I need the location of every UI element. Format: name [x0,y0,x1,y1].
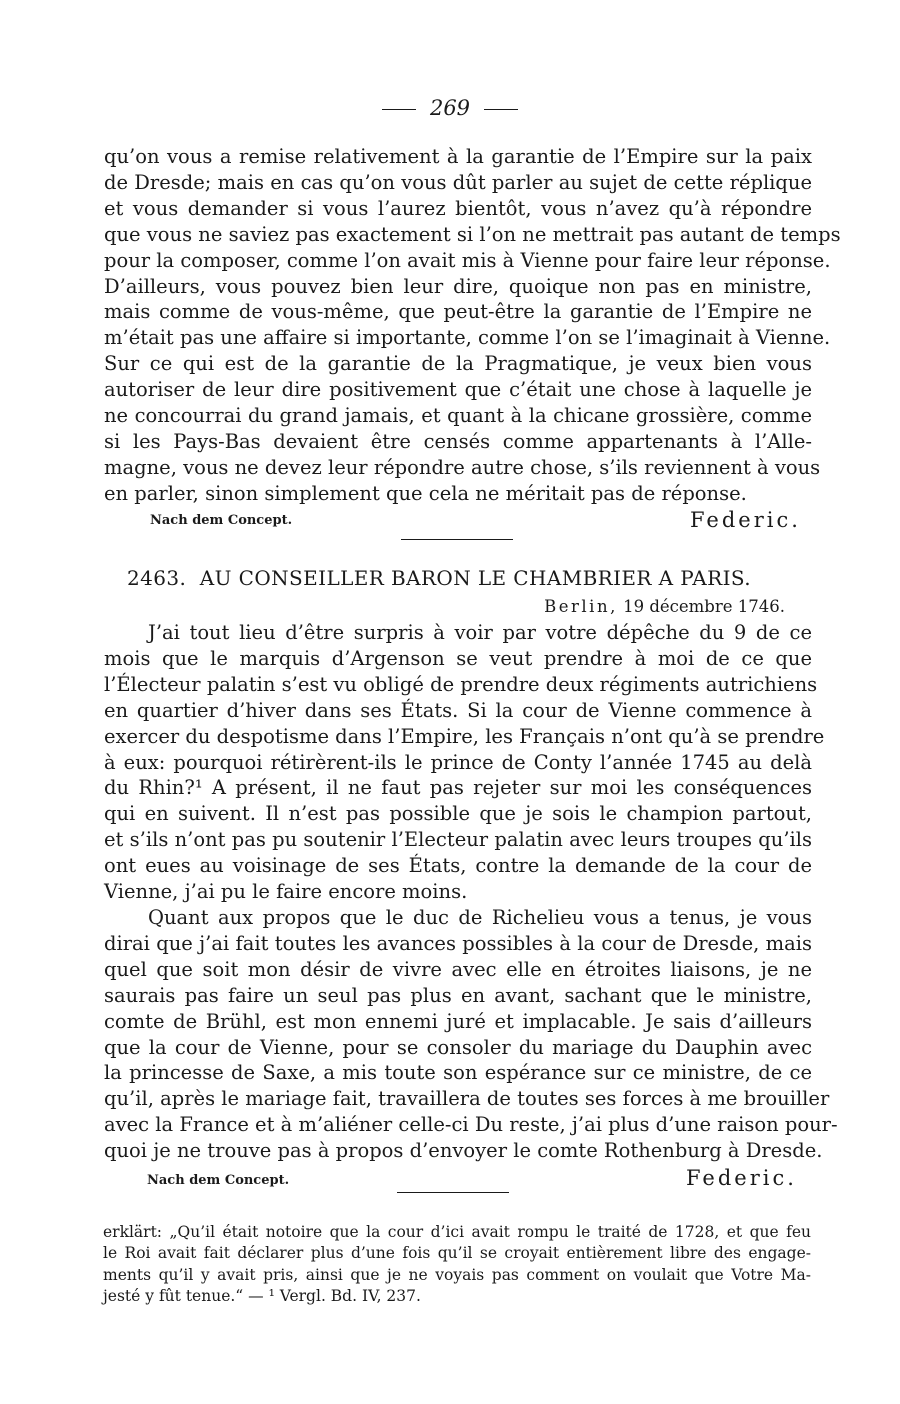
text-line: Sur ce qui est de la garantie de la Pragmatique, je veux bien vous [104,352,812,376]
footnote-line: le Roi avait fait déclarer plus d’une fois qu’il se croyait entièrement libre des engage- [103,1244,811,1263]
text-line: du Rhin?¹ A présent, il ne faut pas rejeter sur moi les conséquences [104,776,812,800]
text-line: saurais pas faire un seul pas plus en avant, sachant que le ministre, [104,983,812,1007]
page-number-text: 269 [429,96,471,120]
page-number-dash-right [484,109,518,110]
text-line: de Dresde; mais en cas qu’on vous dût parler au sujet de cette réplique [104,170,812,194]
text-line: si les Pays-Bas devaient être censés comme appartenants à l’Alle- [104,429,812,453]
letter-2-date [544,597,785,616]
letter-number: 2463. [127,566,187,590]
text-line: ont eues au voisinage de ses États, contre la demande de la cour de [104,854,812,878]
letter-2-source-note: Nach dem Concept. [147,1173,290,1188]
section-divider [401,539,513,540]
letter-2-signature: Federic. [686,1166,797,1190]
text-line: quoi je ne trouve pas à propos d’envoyer le comte Rothenburg à Dresde. [104,1139,823,1163]
text-line: en parler, sinon simplement que cela ne méritait pas de réponse. [104,481,747,505]
text-line: Vienne, j’ai pu le faire encore moins. [104,880,468,904]
text-line: autoriser de leur dire positivement que c’était une chose à laquelle je [104,378,812,402]
text-line: mais comme de vous-même, que peut-être la garantie de l’Empire ne [104,300,812,324]
text-line: J’ai tout lieu d’être surpris à voir par votre dépêche du 9 de ce [148,621,812,644]
text-line: la princesse de Saxe, a mis toute son espérance sur ce ministre, de ce [104,1061,812,1085]
footnote [103,1222,811,1307]
date-place: Berlin, [544,597,618,616]
text-line: m’était pas une affaire si importante, comme l’on se l’imaginait à Vienne. [104,326,831,350]
text-line: qui en suivent. Il n’est pas possible que je sois le champion partout, [104,802,812,826]
text-line: quel que soit mon désir de vivre avec elle en étroites liaisons, je ne [104,957,812,981]
text-line: pour la composer, comme l’on avait mis à Vienne pour faire leur réponse. [104,248,831,272]
letter-1-source-note: Nach dem Concept. [150,513,293,528]
footnote-line: jesté y fût tenue.“ — ¹ Vergl. Bd. IV, 237. [103,1286,421,1305]
text-line: exercer du despotisme dans l’Empire, les Français n’ont qu’à se prendre [104,724,825,748]
letter-2-paragraph-2 [104,905,838,1164]
letter-2-paragraph-1 [104,620,825,905]
text-line: à eux: pourquoi rétirèrent-ils le prince de Conty l’année 1745 au delà [104,750,812,774]
text-line: mois que le marquis d’Argenson se veut prendre à moi de ce que [104,646,812,670]
text-line: comte de Brühl, est mon ennemi juré et implacable. Je sais d’ailleurs [104,1009,812,1033]
text-line: ne concourrai du grand jamais, et quant à la chicane grossière, comme [104,404,812,428]
page-number [0,96,900,120]
letter-2-heading [127,566,807,590]
text-line: et s’ils n’ont pas pu soutenir l’Electeur palatin avec leurs troupes qu’ils [104,828,812,852]
text-line: D’ailleurs, vous pouvez bien leur dire, quoique non pas en ministre, [104,274,812,298]
text-line: que vous ne saviez pas exactement si l’on ne mettrait pas autant de temps [104,222,841,246]
footnote-line: erklärt: „Qu’il était notoire que la cour d’ici avait rompu le traité de 1728, et que feu [103,1223,811,1241]
footnote-line: ments qu’il y avait pris, ainsi que je ne voyais pas comment on voulait que Votre Ma- [103,1265,811,1284]
date-value: 19 décembre 1746. [617,597,785,616]
section-divider [397,1192,509,1193]
text-line: dirai que j’ai fait toutes les avances possibles à la cour de Dresde, mais [104,931,812,955]
letter-1-continuation [104,144,841,507]
text-line: Quant aux propos que le duc de Richelieu vous a tenus, je vous [148,906,812,929]
letter-recipient: AU CONSEILLER BARON LE CHAMBRIER A PARIS. [199,566,752,590]
text-line: en quartier d’hiver dans ses États. Si la cour de Vienne commence à [104,698,812,722]
letter-1-signature: Federic. [690,508,801,532]
text-line: l’Électeur palatin s’est vu obligé de prendre deux régiments autrichiens [104,672,818,696]
text-line: que la cour de Vienne, pour se consoler du mariage du Dauphin avec [104,1035,812,1059]
text-line: qu’il, après le mariage fait, travaillera de toutes ses forces à me brouiller [104,1087,830,1111]
text-line: qu’on vous a remise relativement à la garantie de l’Empire sur la paix [104,145,812,168]
text-line: avec la France et à m’aliéner celle-ci Du reste, j’ai plus d’une raison pour- [104,1113,838,1137]
text-line: et vous demander si vous l’aurez bientôt, vous n’avez qu’à répondre [104,196,812,220]
text-line: magne, vous ne devez leur répondre autre chose, s’ils reviennent à vous [104,455,821,479]
page-number-dash-left [382,109,416,110]
